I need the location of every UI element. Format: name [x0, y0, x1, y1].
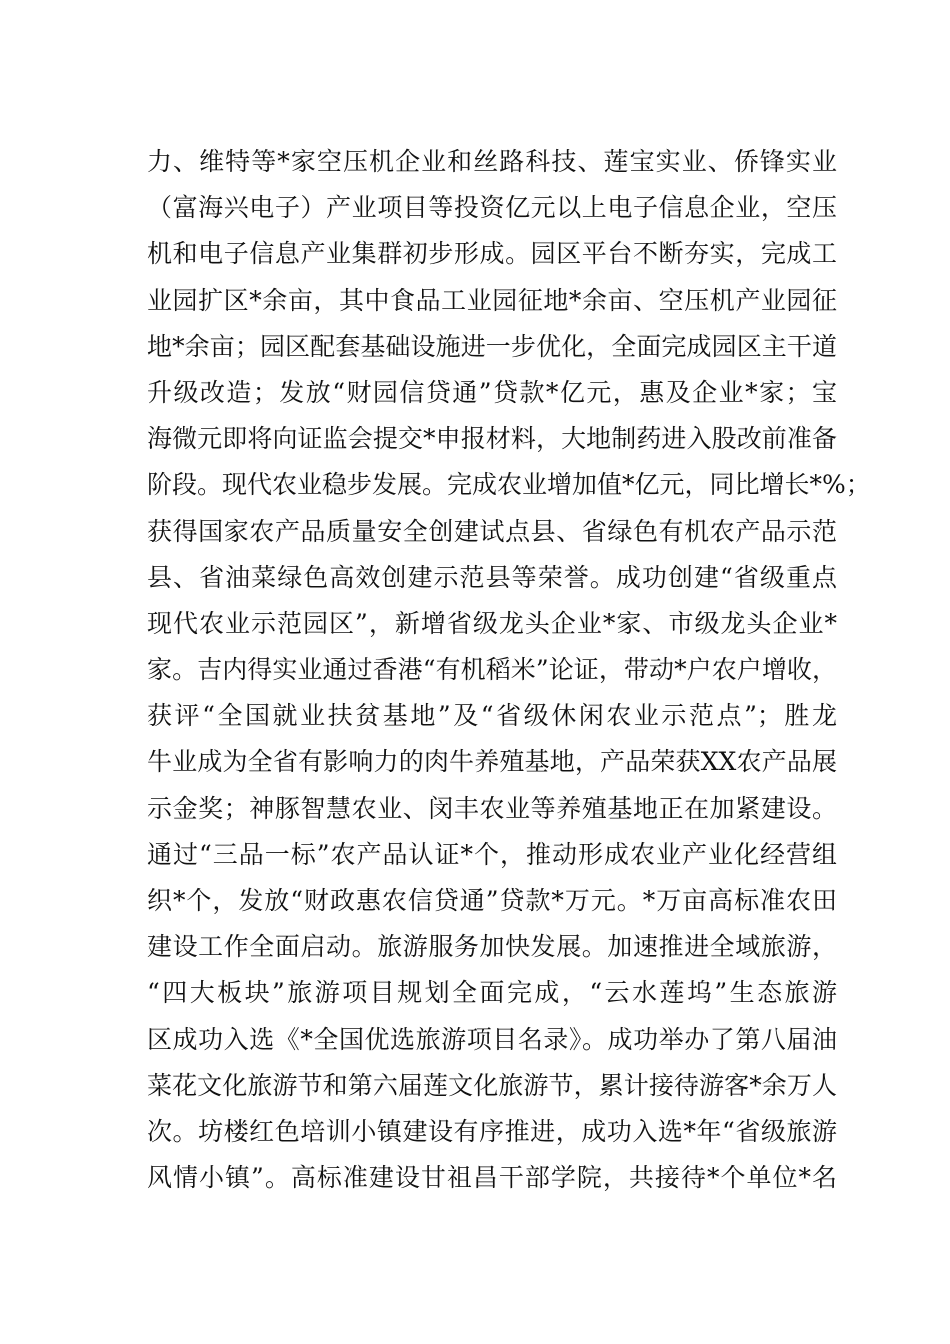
text-line: 次。坊楼红色培训小镇建设有序推进，成功入选*年“省级旅游 — [147, 1116, 837, 1146]
text-line: 获得国家农产品质量安全创建试点县、省绿色有机农产品示范 — [147, 516, 837, 546]
text-line: “四大板块”旅游项目规划全面完成，“云水莲坞”生态旅游 — [147, 978, 837, 1008]
text-line: 海微元即将向证监会提交*申报材料，大地制药进入股改前准备 — [147, 424, 837, 454]
text-line: 织*个，发放“财政惠农信贷通”贷款*万元。*万亩高标准农田 — [147, 886, 837, 915]
text-line: 升级改造；发放“财园信贷通”贷款*亿元，惠及企业*家；宝 — [147, 377, 837, 407]
text-line: 阶段。现代农业稳步发展。完成农业增加值*亿元，同比增长*%； — [147, 470, 871, 500]
text-line: 通过“三品一标”农产品认证*个，推动形成农业产业化经营组 — [147, 839, 837, 869]
body-paragraph — [147, 139, 871, 1201]
text-line: （富海兴电子）产业项目等投资亿元以上电子信息企业，空压 — [147, 193, 837, 223]
text-line: 地*余亩；园区配套基础设施进一步优化，全面完成园区主干道 — [147, 331, 837, 361]
text-line: 菜花文化旅游节和第六届莲文化旅游节，累计接待游客*余万人 — [147, 1070, 837, 1100]
text-line: 机和电子信息产业集群初步形成。园区平台不断夯实，完成工 — [147, 239, 837, 269]
text-line: 获评“全国就业扶贫基地”及“省级休闲农业示范点”；胜龙 — [147, 701, 837, 731]
text-line: 示金奖；神豚智慧农业、闵丰农业等养殖基地正在加紧建设。 — [147, 793, 837, 823]
text-line: 牛业成为全省有影响力的肉牛养殖基地，产品荣获XX农产品展 — [147, 747, 837, 777]
text-line: 业园扩区*余亩，其中食品工业园征地*余亩、空压机产业园征 — [147, 285, 837, 315]
text-line: 县、省油菜绿色高效创建示范县等荣誉。成功创建“省级重点 — [147, 562, 837, 592]
text-line: 区成功入选《*全国优选旅游项目名录》。成功举办了第八届油 — [147, 1024, 837, 1054]
text-line: 风情小镇”。高标准建设甘祖昌干部学院，共接待*个单位*名 — [147, 1163, 837, 1193]
text-line: 现代农业示范园区”，新增省级龙头企业*家、市级龙头企业* — [147, 608, 837, 638]
text-line: 力、维特等*家空压机企业和丝路科技、莲宝实业、侨锋实业 — [147, 147, 837, 176]
text-line: 家。吉内得实业通过香港“有机稻米”论证，带动*户农户增收， — [147, 655, 837, 685]
text-line: 建设工作全面启动。旅游服务加快发展。加速推进全域旅游， — [147, 932, 837, 962]
